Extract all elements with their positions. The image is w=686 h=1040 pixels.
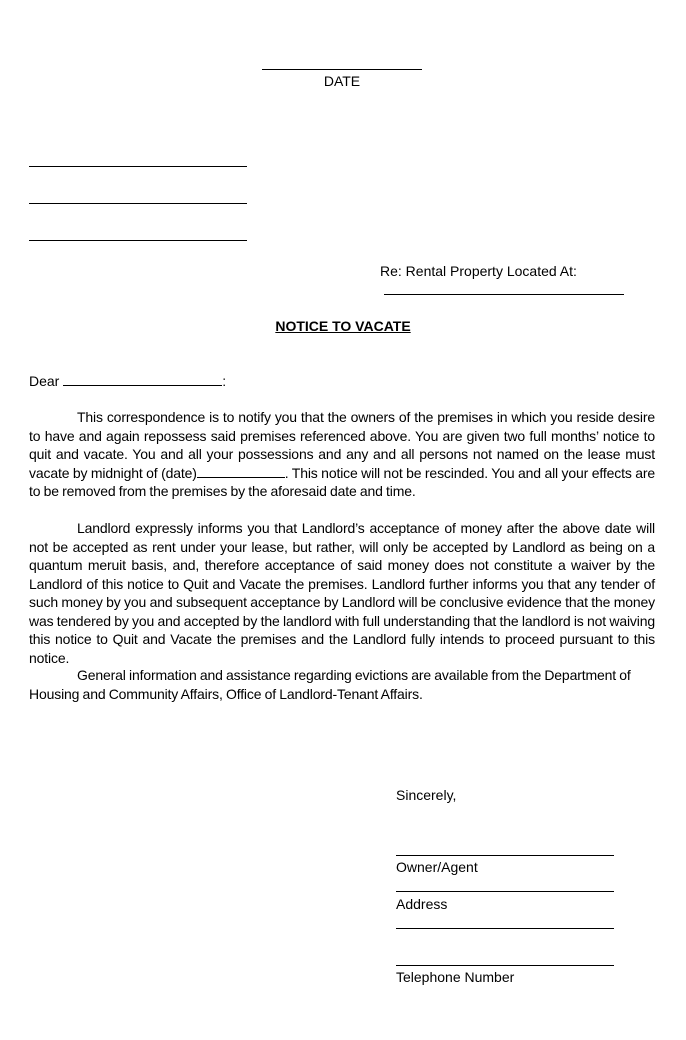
address-line-2[interactable]: [396, 928, 614, 929]
date-label: DATE: [323, 73, 361, 89]
telephone-label: Telephone Number: [396, 969, 515, 985]
recipient-line-3[interactable]: [29, 240, 247, 241]
paragraph-notice: [29, 408, 655, 501]
paragraph-money-acceptance: Landlord expressly informs you that Landlord’s acceptance of money after the above date will not be accepted as rent under your lease, but rather, will only be accepted by Landlord as being on a quantum meruit basis, and, therefore acceptance of said money does not constitute a waiver by the Landlord of this notice to Quit and Vacate the premises. Landlord further informs you that any tender of such money by you and subsequent acceptance by Landlord will be conclusive evidence that the money was tendered by you and accepted by the landlord with full understanding that the landlord is not waiving this notice to Quit and Vacate the premises and the Landlord fully intends to proceed pursuant to this notice.: [29, 520, 655, 666]
recipient-line-1[interactable]: [29, 166, 247, 167]
paragraph-notice-text-2: . This notice will not be rescinded. You and all your effects are to be removed from the premises by the aforesaid date and time.: [29, 464, 655, 499]
signature-line[interactable]: [396, 855, 614, 856]
tenant-name-blank[interactable]: [63, 373, 222, 386]
owner-agent-label: Owner/Agent: [396, 859, 478, 875]
recipient-line-2[interactable]: [29, 203, 247, 204]
address-line[interactable]: [396, 891, 614, 892]
salutation-colon: :: [222, 373, 227, 389]
document-title: NOTICE TO VACATE: [275, 318, 411, 334]
date-line[interactable]: [262, 69, 422, 70]
salutation-prefix: Dear: [29, 373, 60, 389]
address-label: Address: [396, 896, 448, 912]
vacate-date-blank[interactable]: [197, 465, 285, 478]
paragraph-notice-text-1: This correspondence is to notify you that the owners of the premises in which you reside desire to have and again repossess said premises referenced above. You are given two full months’ notice to quit and vacate. You and all your possessions and any and all persons not named on the lease must vacate by midnight of (date): [29, 409, 655, 481]
paragraph-general-info: General information and assistance regarding evictions are available from the Department of Housing and Community Affairs, Office of Landlord-Tenant Affairs.: [29, 667, 631, 702]
closing: Sincerely,: [396, 787, 457, 803]
property-address-line[interactable]: [384, 294, 624, 295]
salutation: [29, 372, 226, 390]
telephone-line[interactable]: [396, 965, 614, 966]
reference-label: Re: Rental Property Located At:: [380, 263, 577, 279]
